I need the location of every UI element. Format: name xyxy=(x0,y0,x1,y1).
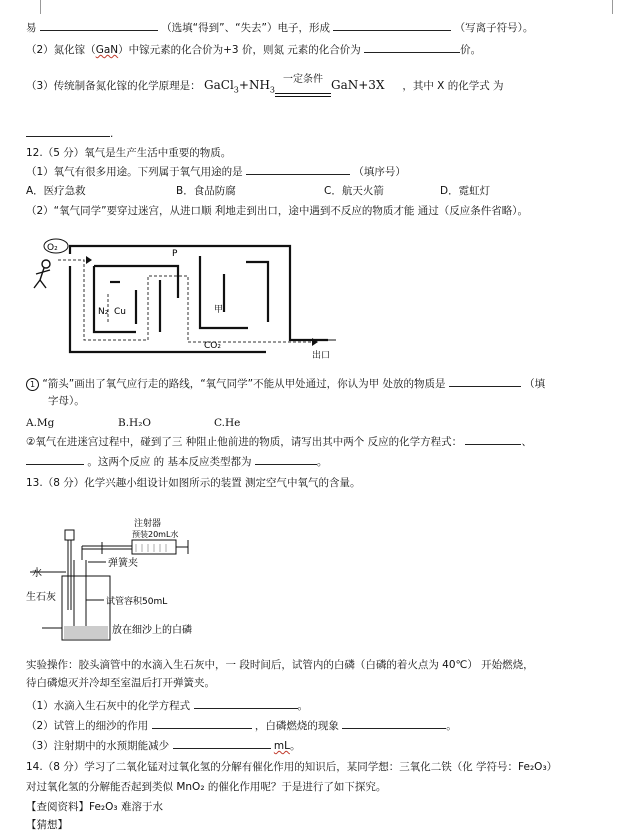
q14-p2: 对过氧化氢的分解能否起到类似 MnO₂ 的催化作用呢？于是进行了如下探究。 xyxy=(26,781,387,793)
q12-s1: （1）氧气有很多用途。下列属于氧气用途的是 （填序号） xyxy=(26,166,406,178)
label-syringe: 注射器 xyxy=(134,519,162,529)
q11-line1 xyxy=(26,20,533,35)
label-tube: 试管容积50mL xyxy=(106,597,168,607)
reaction-arrow xyxy=(275,74,331,97)
answer-blank[interactable] xyxy=(152,718,252,729)
answer-blank[interactable] xyxy=(246,164,350,175)
runner-icon xyxy=(34,260,50,288)
q14-p1: 14.（8 分）学习了二氧化锰对过氧化氢的分解有催化作用的知识后，某同学想：三氧化二铁（化 学符号：Fe₂O₃） xyxy=(26,761,558,773)
unit-ml: mL xyxy=(273,740,290,752)
q11-line4: . xyxy=(26,126,113,141)
answer-blank[interactable] xyxy=(173,738,271,749)
label-clamp: 弹簧夹 xyxy=(108,558,138,569)
answer-blank[interactable] xyxy=(342,718,446,729)
page-corner-mark xyxy=(40,0,41,14)
q12-c2: ②氧气在进迷宫过程中，碰到了三 种阻止他前进的物质，请写出其中两个 反应的化学方程式： 、 xyxy=(26,436,532,448)
answer-blank[interactable] xyxy=(364,42,460,53)
text: （写离子符号）。 xyxy=(454,22,534,34)
chem-equation: $GaCl_3+NH_3$ 一定条件 GaN+3X xyxy=(204,78,388,92)
maze-label-o2: O₂ xyxy=(47,243,58,253)
text: （3）传统制备氮化镓的化学原理是： xyxy=(26,80,201,92)
page-corner-mark xyxy=(612,0,613,14)
answer-blank[interactable] xyxy=(26,126,110,137)
maze-label-cu: Cu xyxy=(114,307,126,317)
q12-c2-cont: 。这两个反应 的 基本反应类型都为 。 xyxy=(26,454,327,469)
circled-number-icon: 1 xyxy=(26,378,39,391)
label-preload: 预装20mL水 xyxy=(132,530,179,539)
q14-p4: 【猜想】 xyxy=(26,819,68,831)
q13-p1: 实验操作：胶头滴管中的水滴入生石灰中，一 段时间后，试管内的白磷（白磷的着火点为 40℃） 开始燃烧， xyxy=(26,659,534,671)
option-b: B．食品防腐 xyxy=(176,185,236,197)
answer-blank[interactable] xyxy=(194,698,298,709)
maze-label-co2: CO₂ xyxy=(204,341,221,351)
option-a: A．医疗急救 xyxy=(26,185,86,197)
answer-blank[interactable] xyxy=(26,454,84,465)
q13-p2: 待白磷熄灭并冷却至室温后打开弹簧夹。 xyxy=(26,677,215,689)
q14-p3: 【查阅资料】Fe₂O₃ 难溶于水 xyxy=(26,801,163,813)
q11-line2 xyxy=(26,42,481,57)
answer-blank[interactable] xyxy=(465,434,521,445)
maze-label-exit: 出口 xyxy=(312,351,331,361)
apparatus-figure xyxy=(22,500,282,650)
answer-blank[interactable] xyxy=(333,20,451,31)
answer-blank[interactable] xyxy=(40,20,158,31)
text: ）中镓元素的化合价为+3 价，则氮 元素的化合价为 xyxy=(118,44,361,56)
reaction-condition: 一定条件 xyxy=(283,74,324,86)
option-c: C．航天火箭 xyxy=(324,185,384,197)
answer-blank[interactable] xyxy=(449,376,521,387)
text: 易 xyxy=(26,22,37,34)
q13-s1: （1）水滴入生石灰中的化学方程式 。 xyxy=(26,700,309,712)
text: （选填“得到”、“失去”）电子，形成 xyxy=(161,22,330,34)
label-water: 水 xyxy=(32,568,42,579)
q11-line3 xyxy=(26,74,504,97)
maze-label-jia: 甲 xyxy=(214,305,224,315)
option-d: D．霓虹灯 xyxy=(440,185,491,197)
q12-abc: A.Mg B.H₂O C.He xyxy=(26,417,241,429)
text: 价。 xyxy=(460,44,482,56)
q12-c1-cont: 字母）。 xyxy=(48,395,85,407)
q12-s2: （2）“氧气同学”要穿过迷宫，从进口顺 利地走到出口，途中遇到不反应的物质才能 通过（反应条件省略）。 xyxy=(26,205,528,217)
label-lime: 生石灰 xyxy=(26,592,56,603)
q12-title: 12.（5 分）氧气是生产生活中重要的物质。 xyxy=(26,147,232,159)
answer-blank[interactable] xyxy=(255,454,317,465)
label-phos: 放在细沙上的白磷 xyxy=(112,625,192,636)
maze-label-p: P xyxy=(172,249,178,259)
maze-figure xyxy=(28,232,348,362)
q12-c1: 1 “箭头”画出了氧气应行走的路线，“氧气同学”不能从甲处通过，你认为甲 处放的物质是 （填 xyxy=(26,376,545,391)
text: ，其中 X 的化学式 为 xyxy=(402,80,504,92)
q13-s2: （2）试管上的细沙的作用 ，白磷燃烧的现象 。 xyxy=(26,720,457,732)
q13-title: 13.（8 分）化学兴趣小组设计如图所示的装置 测定空气中氧气的含量。 xyxy=(26,477,361,489)
maze-label-n2: N₂ xyxy=(98,307,109,317)
q13-s3: （3）注射期中的水预期能减少 mL。 xyxy=(26,740,301,752)
text: （2）氮化镓（ xyxy=(26,44,96,56)
q12-options xyxy=(26,184,490,198)
formula-gan: GaN xyxy=(95,44,119,56)
